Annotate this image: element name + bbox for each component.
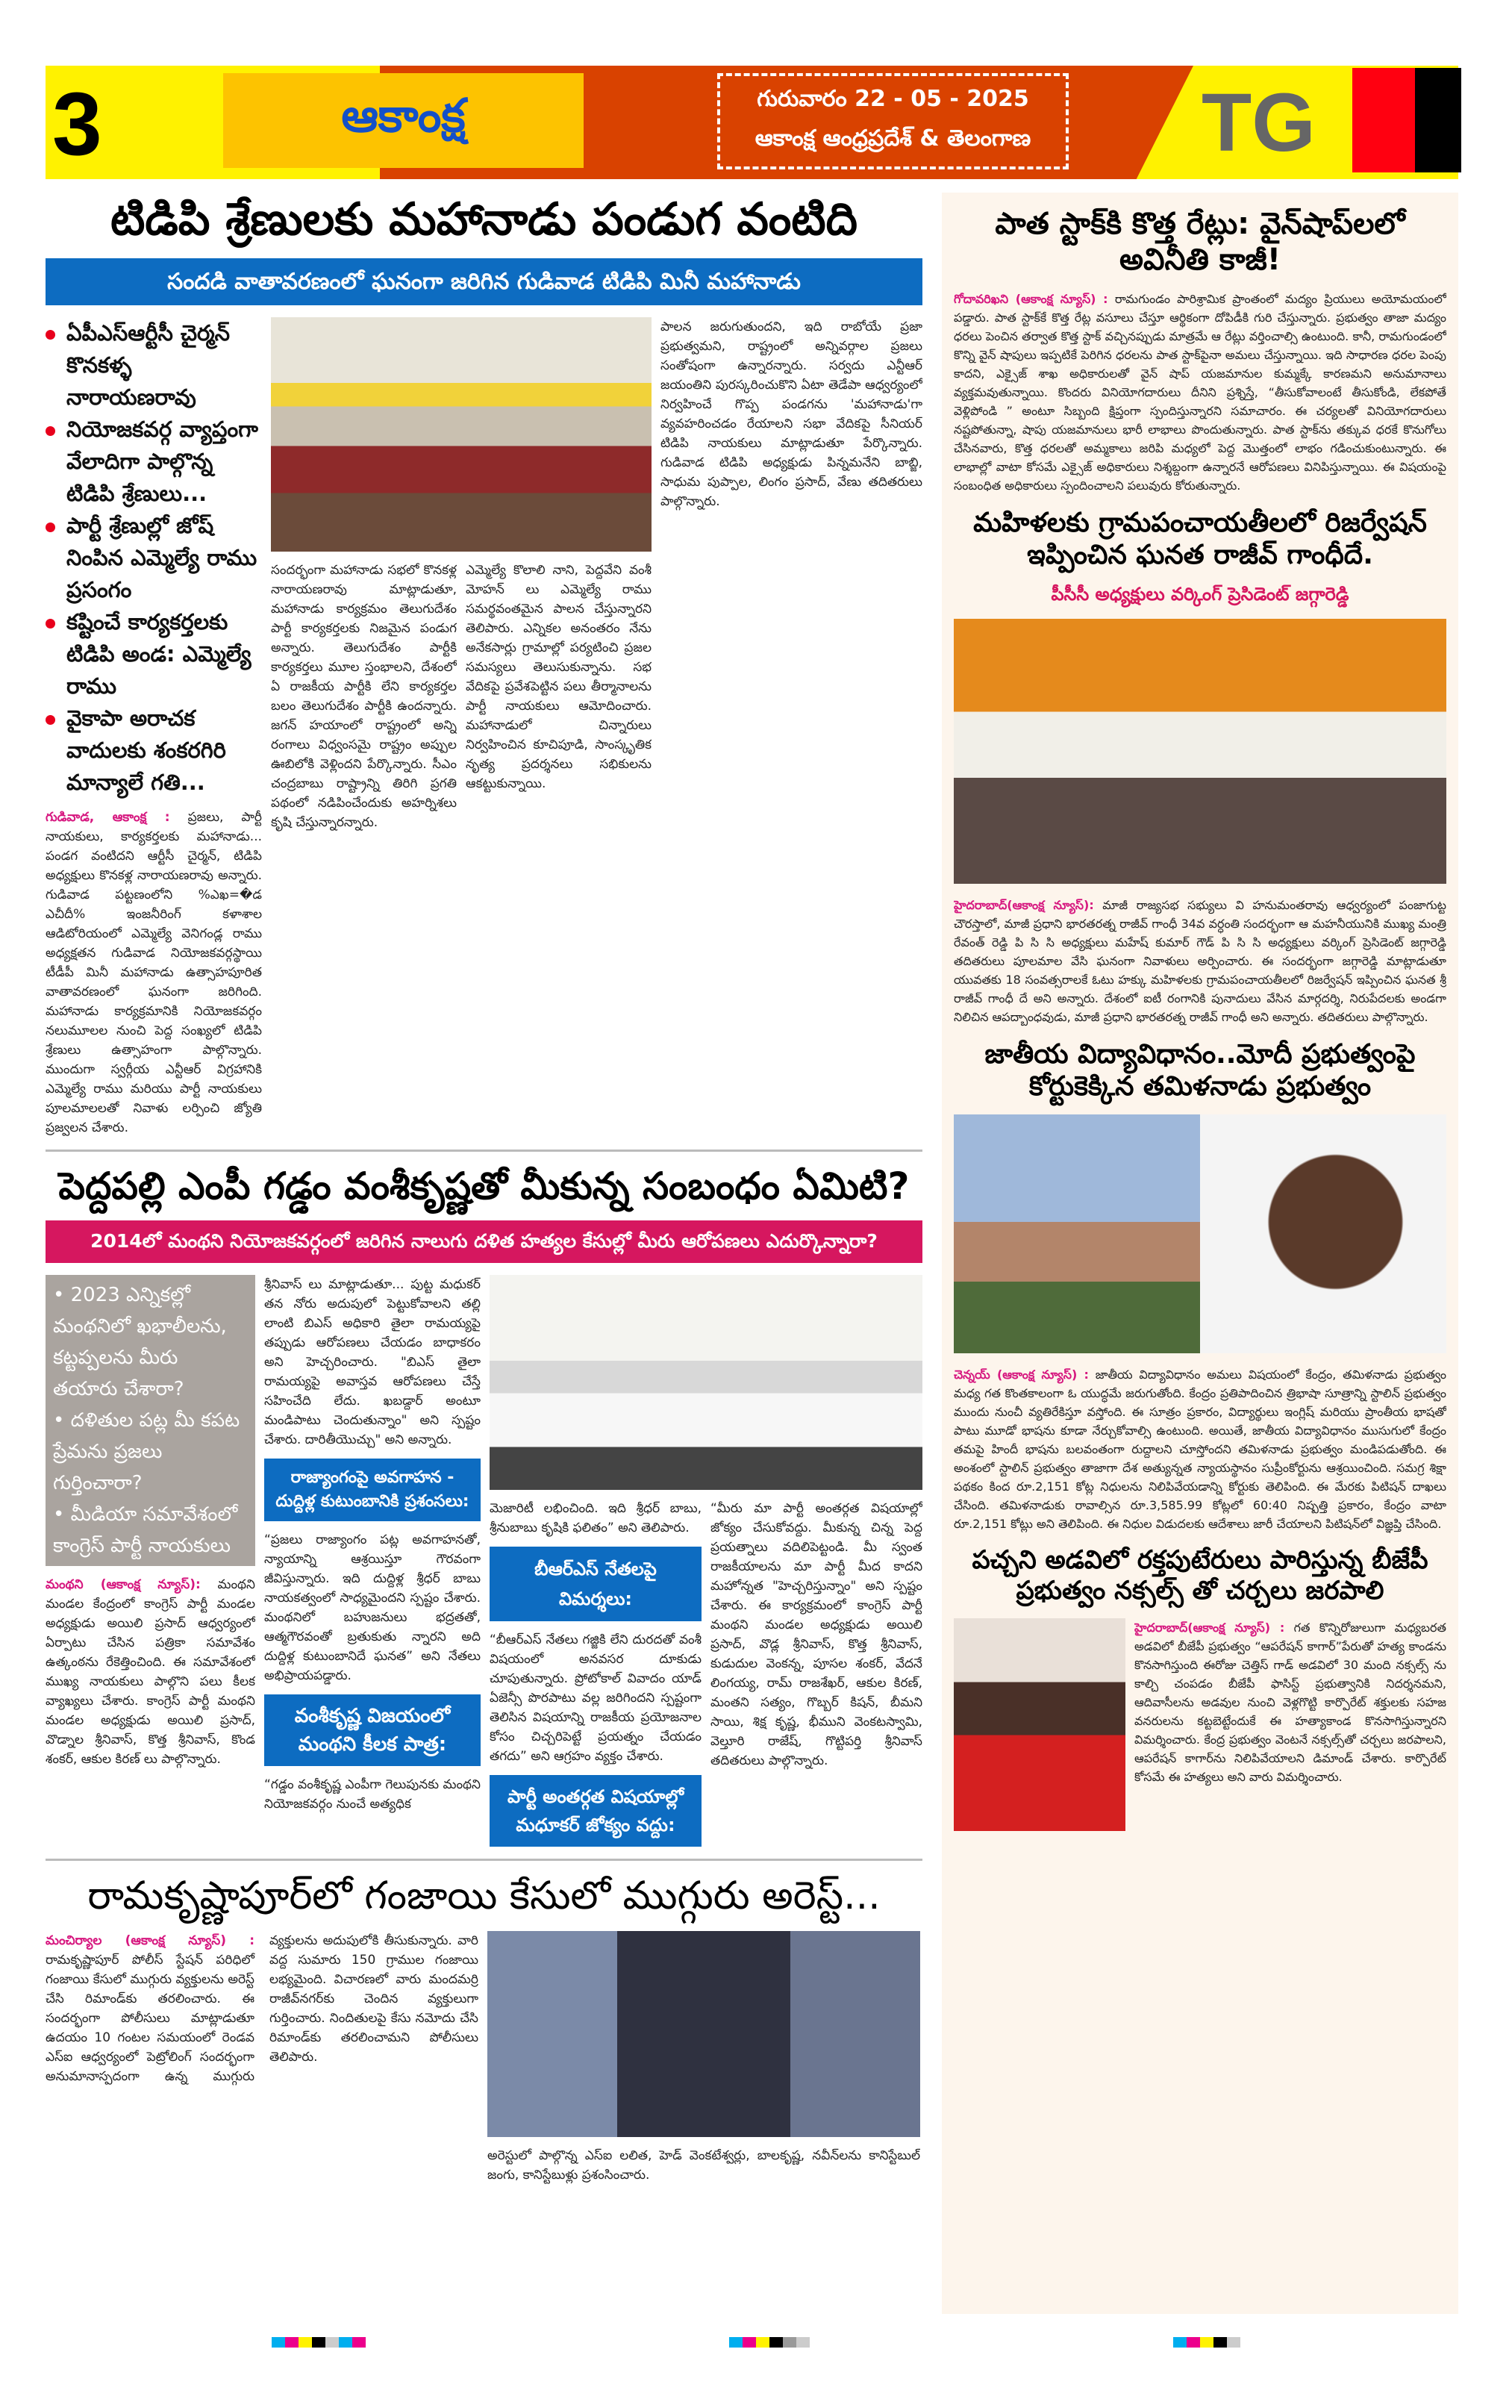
highlight-item: ఏపీఎస్ఆర్టీసీ చైర్మన్ కొనకళ్ళ నారాయణరావు [46,317,262,414]
right4-body [1134,1618,1446,1786]
dateline: గోదావరిఖని (ఆకాంక్ష న్యూస్) : [954,292,1108,306]
story2-subhead: 2014లో మంథని నియోజకవర్గంలో జరిగిన నాలుగు దళిత హత్యల కేసుల్లో మీరు ఆరోపణలు ఎదుర్కొన్నారా? [46,1220,922,1263]
supreme-court-photo [954,1114,1200,1353]
highlight-item: • 2023 ఎన్నికల్లో మంథనిలో ఖభాలీలను, కట్టప్పలను మీరు తయారు చేశారా? [53,1283,227,1400]
highlight-item: వైకాపా అరాచక వాదులకు శంకరగిరి మాన్యాలే గతి... [46,702,262,799]
highlight-item: • దళితుల పట్ల మీ కపట ప్రేమను ప్రజలు గుర్తించారా? [53,1409,240,1494]
story2-highlight-box [46,1275,255,1566]
right1-headline: పాత స్టాక్‌కి కొత్త రేట్లు: వైన్‌షాప్‌లలో అవినీతి కాజీ! [995,207,1405,277]
dateline: చెన్నయ్ (ఆకాంక్ష న్యూస్) : [954,1367,1089,1382]
body-text: గత కొన్నిరోజులుగా మధ్యబరత అడవిలో బీజేపీ ప్రభుత్వం “ఆపరేషన్ కాగార్”పేరుతో హత్య కాండను కొనసాగిస్తుంది ఈరోజు చెత్తిస్ గాడ్ అడవిలో 30 మంది నక్సల్స్ ను కాల్చి చంపడం బీజేపీ ఫాసిస్ట్ ప్రభుత్వానికి నిదర్శనమని, ఆదివాసీలను అడవుల నుంచి వెళ్లగొట్టి కార్పొరేట్ శక్తులకు సహజ వనరులను కట్టబెట్టేందుకే ఈ హత్యాకాండ కొనసాగిస్తున్నారని విమర్శించారు. కేంద్ర ప్రభుత్వం వెంటనే నక్సల్స్‌తో చర్చలు జరపాలని, ఆపరేషన్ కాగార్‌ను నిలిపివేయాలని డిమాండ్ చేశారు. కార్పొరేట్ కోసమే ఈ హత్యలు అని వారు విమర్శించారు. [1134,1620,1446,1784]
highlight-item: • మీడియా సమావేశంలో కాంగ్రెస్ పార్టీ నాయకులు [53,1503,238,1557]
body-text: జాతీయ విద్యావిధానం అమలు విషయంలో కేంద్రం, తమిళనాడు ప్రభుత్వం మధ్య గత కొంతకాలంగా ఓ యుద్ధమే జరుగుతోంది. కేంద్రం ప్రతిపాదించిన త్రిభాషా సూత్రాన్ని స్టాలిన్ ప్రభుత్వం ముందు నుంచీ వ్యతిరేకిస్తూ వస్తోంది. ఈ సూత్రం ప్రకారం, విద్యార్థులు ఇంగ్లిష్ మరియు ప్రాంతీయ భాషతో పాటు మూడో భాషను కూడా నేర్చుకోవాల్సి ఉంటుంది. అయితే, జాతీయ విద్యావిధానం ముసుగులో కేంద్రం తమపై హిందీ భాషను బలవంతంగా రుద్దాలని చూస్తోందని తమిళనాడు ప్రభుత్వం మండిపడుతోంది. ఈ అంశంలో స్టాలిన్ ప్రభుత్వం తాజాగా దేశ అత్యున్నత న్యాయస్థానం సుప్రీంకోర్టును ఆశ్రయించింది. సమగ్ర శిక్షా పథకం కింద రూ.2,151 కోట్ల నిధులను నిలిపివేయడాన్ని కోర్టుకు తెలిపింది. ఈ మేరకు పిటిషన్ దాఖలు చేసింది. తమిళనాడుకు రావాల్సిన రూ.3,585.99 కోట్లలో 60:40 నిష్పత్తి ప్రకారం, కేంద్రం వాటా రూ.2,151 కోట్లు అని తెలిపింది. ఈ నిధుల విడుదలకు ఆదేశాలు జారీ చేయాలని పిటిషన్‌లో విజ్ఞప్తి చేసింది. [954,1367,1446,1531]
color-registration-bar [1173,2336,1240,2351]
right3-body [954,1365,1446,1533]
story3-columns [46,1931,922,2185]
story1-body-col4: పాలన జరుగుతుందని, ఇది రాబోయే ప్రజా ప్రభుత్వమని, రాష్ట్రంలో అన్నివర్గాల ప్రజలు సంతోషంగా ఉన్నారన్నారు. సర్వదు ఎన్టీఆర్ జయంతిని పురస్కరించుకొని ఏటా తెడేపా ఆధ్వర్యంలో నిర్వహించే గొప్ప పండగను 'మహానాడు'గా వ్యవహరించడం రేయాలని సభా వేదికపై సీనియర్ టిడిపి నాయకులు మాట్లాడుతూ పేర్కొన్నారు. గుడివాడ టిడిపి అధ్యక్షుడు పిన్నమనేని బాబ్జి, సాధుమ పుప్పాల, లింగం ప్రసాద్, వేణు తదితరులు పాల్గొన్నారు. [660,319,922,509]
story2-body-col3: మెజారిటీ లభించింది. ఇది శ్రీధర్ బాబు, శ్రీనుబాబు కృషికి ఫలితం” అని తెలిపారు. [490,1500,702,1535]
story2-columns [46,1275,922,1847]
subsection-heading: బీఆర్ఎస్ నేతలపై విమర్శలు: [490,1547,702,1621]
dateline: మంచిర్యాల (ఆకాంక్ష న్యూస్) : [46,1933,254,1948]
color-registration-bar [729,2336,810,2351]
speaker-portrait-photo [954,1618,1125,1831]
mahanadu-event-photo [271,317,652,552]
story1-headline: టిడిపి శ్రేణులకు మహానాడు పండుగ వంటిది [110,193,857,246]
press-meet-photo [490,1275,922,1490]
story2-body-col1 [46,1575,255,1769]
dateline: హైదరాబాద్(ఆకాంక్ష న్యూస్) : [1134,1620,1285,1635]
right2-body [954,896,1446,1026]
body-text: మంథని మండల కేంద్రంలో కాంగ్రెస్ పార్టీ మండల అధ్యక్షుడు అయిలి ప్రసాద్ ఆధ్వర్యంలో ఏర్పాటు చేసిన పత్రికా సమావేశం ఉత్కంఠను రేకెత్తించింది. ఈ సమావేశంలో ముఖ్య నాయకులు పాల్గొని పలు కీలక వ్యాఖ్యలు చేశారు. కాంగ్రెస్ పార్టీ మంథని మండల అధ్యక్షుడు అయిలి ప్రసాద్, వొడ్నాల శ్రీనివాస్, కొత్త శ్రీనివాస్, కొండ శంకర్, ఆకుల కిరణ్ లు పాల్గొన్నారు. [46,1576,255,1767]
story1-highlights [46,317,262,799]
body-text: ప్రజలు, పార్టీ నాయకులు, కార్యకర్తలకు మహానాడు... పండగ వంటిదని ఆర్టీసీ చైర్మన్, టిడిపి అధ్యక్షులు కొనకళ్ల నారాయణరావు అన్నారు. గుడివాడ పట్టణంలోని %ఎఖ=�డ ఎచీదీ% ఇంజనీరింగ్ కళాశాల ఆడిటోరియంలో ఎమ్మెల్యే వెనిగండ్ల రాము అధ్యక్షతన గుడివాడ నియోజకవర్గస్థాయి టీడీపీ మినీ మహానాడు ఉత్సాహపూరిత వాతావరణంలో ఘనంగా జరిగింది. మహానాడు కార్యక్రమానికి నియోజకవర్గం నలుమూలల నుంచి పెద్ద సంఖ్యలో టిడిపి శ్రేణులు ఉత్సాహంగా పాల్గొన్నారు. ముందుగా స్వర్గీయ ఎన్టీఆర్ విగ్రహానికి ఎమ్మెల్యే రాము మరియు పార్టీ నాయకులు పూలమాలలతో నివాళు లర్పించి జ్యోతి ప్రజ్వలన చేశారు. [46,810,262,1135]
color-registration-bar [272,2336,366,2351]
photo-caption: అరెస్టులో పాల్గొన్న ఎస్ఐ లలిత, హెడ్ వెంకటేశ్వర్లు, బాలకృష్ణ, నవీన్‌లను కానిస్టేబుల్ జంగు, కానిస్టేబుళ్లు ప్రశంసించారు. [487,2147,920,2183]
story3-body [46,1931,478,2086]
dateline: గుడివాడ, ఆకాంక్ష : [46,810,170,825]
subsection-heading: రాజ్యాంగంపై అవగాహన - దుద్దిళ్ల కుటుంబానికి ప్రశంసలు: [264,1459,481,1521]
highlight-item: కష్టించే కార్యకర్తలకు టిడిపి అండ: ఎమ్మెల్యే రాము [46,606,262,702]
dateline: మంథని (ఆకాంక్ష న్యూస్): [46,1576,201,1592]
story2-headline: పెద్దపల్లి ఎంపీ గడ్డం వంశీకృష్ణతో మీకున్న సంబంధం ఏమిటి? [58,1164,910,1208]
divider [46,1859,922,1861]
story1-subhead: సందడి వాతావరణంలో ఘనంగా జరిగిన గుడివాడ టిడిపి మినీ మహానాడు [46,258,922,305]
page-number: 3 [52,74,102,174]
divider [46,1150,922,1152]
subsection-body: “గడ్డం వంశీకృష్ణ ఎంపీగా గెలుపునకు మంథని నియోజకవర్గం నుంచే అత్యధిక [264,1777,481,1812]
right2-subhead: పీసీసీ అధ్యక్షులు వర్కింగ్ ప్రెసిడెంట్ జగ్గారెడ్డి [1051,584,1349,605]
edition-name: ఆకాంక్ష ఆంధ్రప్రదేశ్ & తెలంగాణ [755,125,1031,152]
issue-date: గురువారం 22 - 05 - 2025 [757,86,1029,113]
arrest-photo [487,1931,920,2137]
highlight-item: పార్టీ శ్రేణుల్లో జోష్ నింపిన ఎమ్మెల్యే రాము ప్రసంగం [46,510,262,606]
right1-body [954,290,1446,495]
right3-headline: జాతీయ విద్యావిధానం..మోదీ ప్రభుత్వంపై కోర్టుకెక్కిన తమిళనాడు ప్రభుత్వం [984,1038,1416,1102]
subsection-body: “ప్రజలు రాజ్యాంగం పట్ల అవగాహనతో, న్యాయాన్ని ఆశ్రయిస్తూ గౌరవంగా జీవిస్తున్నారు. ఇది దుద్దిళ్ల శ్రీధర్ బాబు నాయకత్వంలో సాధ్యమైందని స్పష్టం చేశారు. మంథనిలో బహుజనులు భద్రతతో, ఆత్మగౌరవంతో బ్రతుకుతు న్నారని అది దుద్దిళ్ల కుటుంబానిదే ఘనత” అని నేతలు అభిప్రాయపడ్డారు. [264,1532,481,1683]
story2-body-col4: “మీరు మా పార్టీ అంతర్గత విషయాల్లో జోక్యం చేసుకోవద్దు. మీకున్న చిన్న పెద్ద ప్రయత్నాలు వదిలిపెట్టండి. మీ స్వంత రాజకీయాలను మా పార్టీ మీద కాదని మహోన్నత "హెచ్చరిస్తున్నాం" అని స్పష్టం చేశారు. ఈ కార్యక్రమంలో కాంగ్రెస్ పార్టీ మంథని మండల అధ్యక్షుడు అయిలి ప్రసాద్, వొడ్ల శ్రీనివాస్, కొత్త శ్రీనివాస్, కుడుదుల వెంకన్న, పూసల శంకర్, వేదనే లింగయ్య, రామ్ రాజశేఖర్, ఆకుల కిరణ్, మంతని సత్యం, గొబ్బర్ కిషన్, బీమని సాయి, శిక్ష కృష్ణ, భీముని వెంకటస్వామి, వెల్తూరి రాజేష్, గొట్టిపర్తి శ్రీనివాస్ తదితరులు పాల్గొన్నారు. [710,1500,922,1768]
date-box [717,73,1069,169]
story1-body-col2: సందర్భంగా మహానాడు సభలో కొనకళ్ల నారాయణరావు మాట్లాడుతూ, మహానాడు కార్యక్రమం తెలుగుదేశం పార్టీ కార్యకర్తలకు నిజమైన పండుగ అన్నారు. తెలుగుదేశం పార్టీకి కార్యకర్తలు మూల స్తంభాలని, దేశంలో ఏ రాజకీయ పార్టీకి లేని కార్యకర్తల బలం తెలుగుదేశం పార్టీకి ఉందన్నారు. జగన్ హయాంలో రాష్ట్రంలో అన్ని రంగాలు విధ్వంసమై రాష్ట్రం అప్పుల ఊబిలోకి వెళ్లిందని పేర్కొన్నారు. సీఎం చంద్రబాబు రాష్ట్రాన్ని తిరిగి ప్రగతి పథంలో నడిపించేందుకు అహర్నిశలు కృషి చేస్తున్నారన్నారు. [271,563,457,830]
body-text: రామగుండం పారిశ్రామిక ప్రాంతంలో మద్యం ప్రియులు అయోమయంలో పడ్డారు. పాత స్టాక్‌కే కొత్త రేట్ల వసూలు చేస్తూ ఆర్థికంగా దోపిడీకి గురి చేస్తున్నారు. ప్రభుత్వం తాజా మద్యం ధరలు పెంచిన తర్వాత కొత్త స్టాక్ వచ్చినప్పుడు మాత్రమే ఆ రేట్లు వర్తించాల్సి ఉంటుంది. కానీ, రామగుండంలో కొన్ని వైన్ షాపులు ఇప్పటికే పెరిగిన ధరలను పాత స్టాక్‌పైనా అమలు చేస్తున్నాయి. ఇది సాధారణ ధరల పెంపు కాదని, ఎక్సైజ్ శాఖ అధికారులతో వైన్ షాప్ యజమానుల కుమ్మక్కే కారణమని అనుమానాలు వ్యక్తమవుతున్నాయి. కొందరు వినియోగదారులు దీనిని ప్రశ్నిస్తే, “తీసుకోవాలంటే తీసుకోండి, లేకపోతే వెళ్లిపోండి ” అంటూ సిబ్బంది క్షిప్తంగా స్పందిస్తున్నారని సమాచారం. ఈ చర్యలతో వినియోగదారులు నష్టపోతున్నా, షాపు యజమానులు భారీ లాభాలు పొందుతున్నారు. పాత స్టాక్‌ను తక్కువ ధరకే కొనుగోలు చేసినవారు, కొత్త ధరలతో అమ్మకాలు జరిపి మధ్యలో పెద్ద మొత్తంలో లాభం గడించుకుంటున్నారు. ఈ లాభాల్లో వాటా కోసమే ఎక్సైజ్ అధికారులు నిశ్శబ్దంగా ఉన్నారనే ఆరోపణలు వినిపిస్తున్నాయి. ఈ విషయంపై సంబంధిత అధికారులు స్పందించాలని పలువురు కోరుతున్నారు. [954,292,1446,493]
right2-headline: మహిళలకు గ్రామపంచాయతీలలో రిజర్వేషన్ ఇప్పించిన ఘనత రాజీవ్ గాంధీదే. [973,508,1427,571]
subsection-body: “బీఆర్ఎస్ నేతలు గజ్జికి లేని దురదతో వంశీ విషయంలో అనవసర దూకుడు చూపుతున్నారు. ప్రోటోకాల్ వివాదం యాడ్ ఏజెన్సీ పొరపాటు వల్ల జరిగిందని స్పష్టంగా తెలిసిన విషయాన్ని రాజకీయ ప్రయోజనాల కోసం చిచ్చరిపెట్టే ప్రయత్నం చేయడం తగదు” అని ఆగ్రహం వ్యక్తం చేశారు. [490,1632,702,1764]
subsection-heading: వంశీకృష్ణ విజయంలో మంథని కీలక పాత్ర: [264,1694,481,1766]
body-text: మాజీ రాజ్యసభ సభ్యులు వి హనుమంతరావు ఆధ్వర్యంలో పంజాగుట్ట చౌరస్తాలో, మాజీ ప్రధాని భారతరత్న రాజీవ్ గాంధీ 34వ వర్ధంతి సందర్భంగా ఆ మహనీయునికి ముఖ్య మంత్రి రేవంత్ రెడ్డి పి సి సి అధ్యక్షులు మహేష్ కుమార్ గౌడ్ పి సి సి అధ్యక్షులు వర్కింగ్ ప్రెసిడెంట్ జగ్గారెడ్డి తదితరులు పూలమాల వేసి ఘనంగా నివాళులు అర్పించారు. ఈ సందర్భంగా జగ్గారెడ్డి మాట్లాడుతూ యువతకు 18 సంవత్సరాలకే ఓటు హక్కు మహిళలకు గ్రామపంచాయతీలలో రిజర్వేషన్ ఇప్పించిన ఘనత శ్రీ రాజీవ్ గాంధీ దే అని అన్నారు. దేశంలో ఐటీ రంగానికి పునాదులు వేసిన మార్గదర్శి, నిరుపేదలకు అండగా నిలిచిన ఆపద్బాంధవుడు, మాజీ ప్రధాని భారతరత్న రాజీవ్ గాంధీ అని అన్నారు. తదితరులు పాల్గొన్నారు. [954,897,1446,1024]
newspaper-logo: ఆకాంక్ష [223,73,584,168]
story3-headline: రామకృష్ణాపూర్‌లో గంజాయి కేసులో ముగ్గురు అరెస్ట్... [87,1873,881,1918]
left-column [46,193,922,2185]
color-flag-mark [1352,68,1461,172]
story1-body-col3: ఎమ్మెల్యే కొలాలి నాని, పెద్దవేని వంశీ మోహన్ లు ఎమ్మెల్యే రాము సమర్థవంతమైన పాలన చేస్తున్నారని తెలిపారు. ఎన్నికల అనంతరం నేను అనేకసార్లు గ్రామాల్లో పర్యటించి ప్రజల సమస్యలు తెలుసుకున్నాను. సభ వేదికపై ప్రవేశపెట్టిన పలు తీర్మానాలను పార్టీ నాయకులు ఆమోదించారు. మహానాడులో చిన్నారులు నిర్వహించిన కూచిపూడి, సాంస్కృతిక నృత్య ప్రదర్శనలు సభికులను ఆకట్టుకున్నాయి. [466,563,652,791]
story2-body-col2: శ్రీనివాస్ లు మాట్లాడుతూ... పుట్ట మధుకర్ తన నోరు అదుపులో పెట్టుకోవాలని తల్లి లాంటి బిఎస్ అధికారి తైలా రామయ్యపై తప్పుడు ఆరోపణలు చేయడం బాధాకరం అని హెచ్చరించారు. "బిఎస్ తైలా రామయ్యపై అవాస్తవ ఆరోపణలు చేస్తే సహించేది లేదు. ఖబడ్దార్ అంటూ మండిపాటు చెందుతున్నాం" అని స్పష్టం చేశారు. దారితీయొచ్చు" అని అన్నారు. [264,1276,481,1447]
story1-body-col1 [46,808,262,1138]
color-registration-row [0,2336,1512,2351]
rajiv-gandhi-tribute-photo [954,619,1446,884]
highlight-item: నియోజకవర్గ వ్యాప్తంగా వేలాదిగా పాల్గొన్న టిడిపి శ్రేణులు... [46,414,262,510]
body-text: రామకృష్ణాపూర్ పోలీస్ స్టేషన్ పరిధిలో గంజాయి కేసులో ముగ్గురు వ్యక్తులను అరెస్ట్ చేసి రిమాండ్‌కు తరలించారు. ఈ సందర్భంగా పోలీసులు మాట్లాడుతూ ఉదయం 10 గంటల సమయంలో రెండవ ఎస్ఐ ఆధ్వర్యంలో పెట్రోలింగ్ సందర్భంగా అనుమానాస్పదంగా ఉన్న ముగ్గురు వ్యక్తులను అదుపులోకి తీసుకున్నారు. వారి వద్ద సుమారు 150 గ్రాముల గంజాయి లభ్యమైంది. విచారణలో వారు మందమర్రి రాజీవ్‌నగర్‌కు చెందిన వ్యక్తులుగా గుర్తించారు. నిందితులపై కేసు నమోదు చేసి రిమాండ్‌కు తరలించామని పోలీసులు తెలిపారు. [46,1933,478,2084]
region-code: TG [1202,77,1316,169]
right4-headline: పచ్చని అడవిలో రక్తపుటేరులు పారిస్తున్న బీజేపీ ప్రభుత్వం నక్సల్స్ తో చర్చలు జరపాలి [972,1544,1428,1606]
dateline: హైదరాబాద్(ఆకాంక్ష న్యూస్): [954,897,1094,912]
story1-columns [46,317,922,1138]
stalin-portrait-photo [1200,1114,1446,1353]
subsection-heading: పార్టీ అంతర్గత విషయాల్లో మధూకర్ జోక్యం వద్దు: [490,1775,702,1847]
right-column [942,193,1458,2314]
